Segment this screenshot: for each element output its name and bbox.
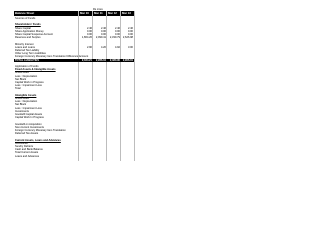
year-header: Mar 13 [122, 10, 131, 15]
row-value: 3.00 [127, 45, 133, 49]
row-label: Intangible Assets [15, 93, 37, 97]
row-label: Less : Depreciation [15, 100, 38, 104]
row-value: 0.00 [86, 29, 92, 33]
row-value: 2.46 [100, 26, 106, 30]
row-value: 2.46 [127, 26, 133, 30]
row-value: 0.00 [114, 33, 120, 36]
row-label: Less : Impairment Loss [15, 106, 42, 110]
row-value: 2,626.98 [122, 36, 133, 40]
grid-line [134, 11, 135, 161]
row-value: 4.92 [114, 45, 120, 49]
year-header: Mar 11 [94, 10, 103, 15]
row-value: 2,099.41 [95, 36, 106, 40]
row-label: Foreign Currency Monetary Item Translation [15, 129, 66, 132]
row-value: 0.00 [86, 33, 92, 36]
row-value: 1,864.26 [81, 36, 92, 40]
row-label: Shareholders' Funds [15, 23, 41, 27]
row-label: Less : Impairment Loss [15, 84, 42, 88]
row-label: Cash and Bank Balance [15, 148, 43, 152]
row-label: Total [15, 87, 21, 91]
table-row [14, 155, 134, 158]
row-label: Gross Block [15, 97, 29, 100]
row-label: Net Block [15, 77, 27, 81]
row-label: Goodwill Capital Assets [15, 113, 43, 116]
row-label: Minority Interest [15, 42, 34, 46]
sheet-title: Balance Sheet [15, 10, 35, 15]
row-label: Sources of Funds [15, 17, 36, 20]
row-value: 0.00 [127, 29, 133, 33]
row-label: Inventories [15, 141, 28, 145]
year-header: Mar 10 [80, 10, 89, 15]
row-value: 0.00 [127, 33, 133, 36]
row-label: Foreign Currency Monetary Item Translation Difference Account [15, 55, 89, 59]
row-label: Application of Funds [15, 65, 39, 68]
row-label: Other Long Term Liabilities [15, 52, 46, 56]
row-value: 0.00 [114, 29, 120, 33]
row-label: Capital Work in Progress [15, 81, 44, 84]
row-value: 2,480.90 [109, 58, 120, 62]
row-value: 2.46 [86, 26, 92, 30]
row-value: 2,034.21 [81, 58, 92, 62]
currency-label: Rs crore [93, 8, 103, 11]
row-value: 4.20 [100, 45, 106, 49]
row-value: 0.00 [100, 33, 106, 36]
row-label: Total Current Assets [15, 151, 39, 155]
row-label: Less : Depreciation [15, 74, 38, 78]
row-label: Sundry Debtors [15, 145, 34, 148]
year-header: Mar 12 [108, 10, 117, 15]
row-value: 2.90 [86, 45, 92, 49]
column-header [14, 11, 134, 16]
row-value: 0.00 [100, 29, 106, 33]
row-label: Loans and Advances [15, 154, 40, 158]
row-label: TOTAL LIABILITIES [15, 58, 39, 62]
row-label: Deferred Tax Liability [15, 49, 40, 52]
row-label: Investments [15, 109, 29, 113]
row-value: 2,906.01 [122, 58, 133, 62]
row-label: Share Application Money [15, 29, 44, 33]
row-label: Gross Block [15, 71, 29, 75]
row-label: Reserves and Surplus [15, 36, 41, 40]
row-label: Current Assets, Loans and Advances [15, 138, 61, 142]
row-label: Share Capital [15, 26, 31, 30]
row-label: Net Block [15, 103, 27, 107]
row-value: 2.46 [114, 26, 120, 30]
row-label: Non-Current Investments [15, 125, 44, 129]
row-label: Capital Work In Progress [15, 116, 44, 120]
row-label: Fixed Assets & Intangible Assets [15, 68, 56, 72]
row-label: Deferred Tax Assets [15, 132, 39, 136]
row-label: Share Capital Suspense Account [15, 33, 53, 36]
row-label: Goodwill on Acquisition [15, 122, 42, 126]
row-value: 2,286.04 [95, 58, 106, 62]
row-label: Loans and Loans [15, 45, 35, 49]
row-value: 2,339.79 [109, 36, 120, 40]
